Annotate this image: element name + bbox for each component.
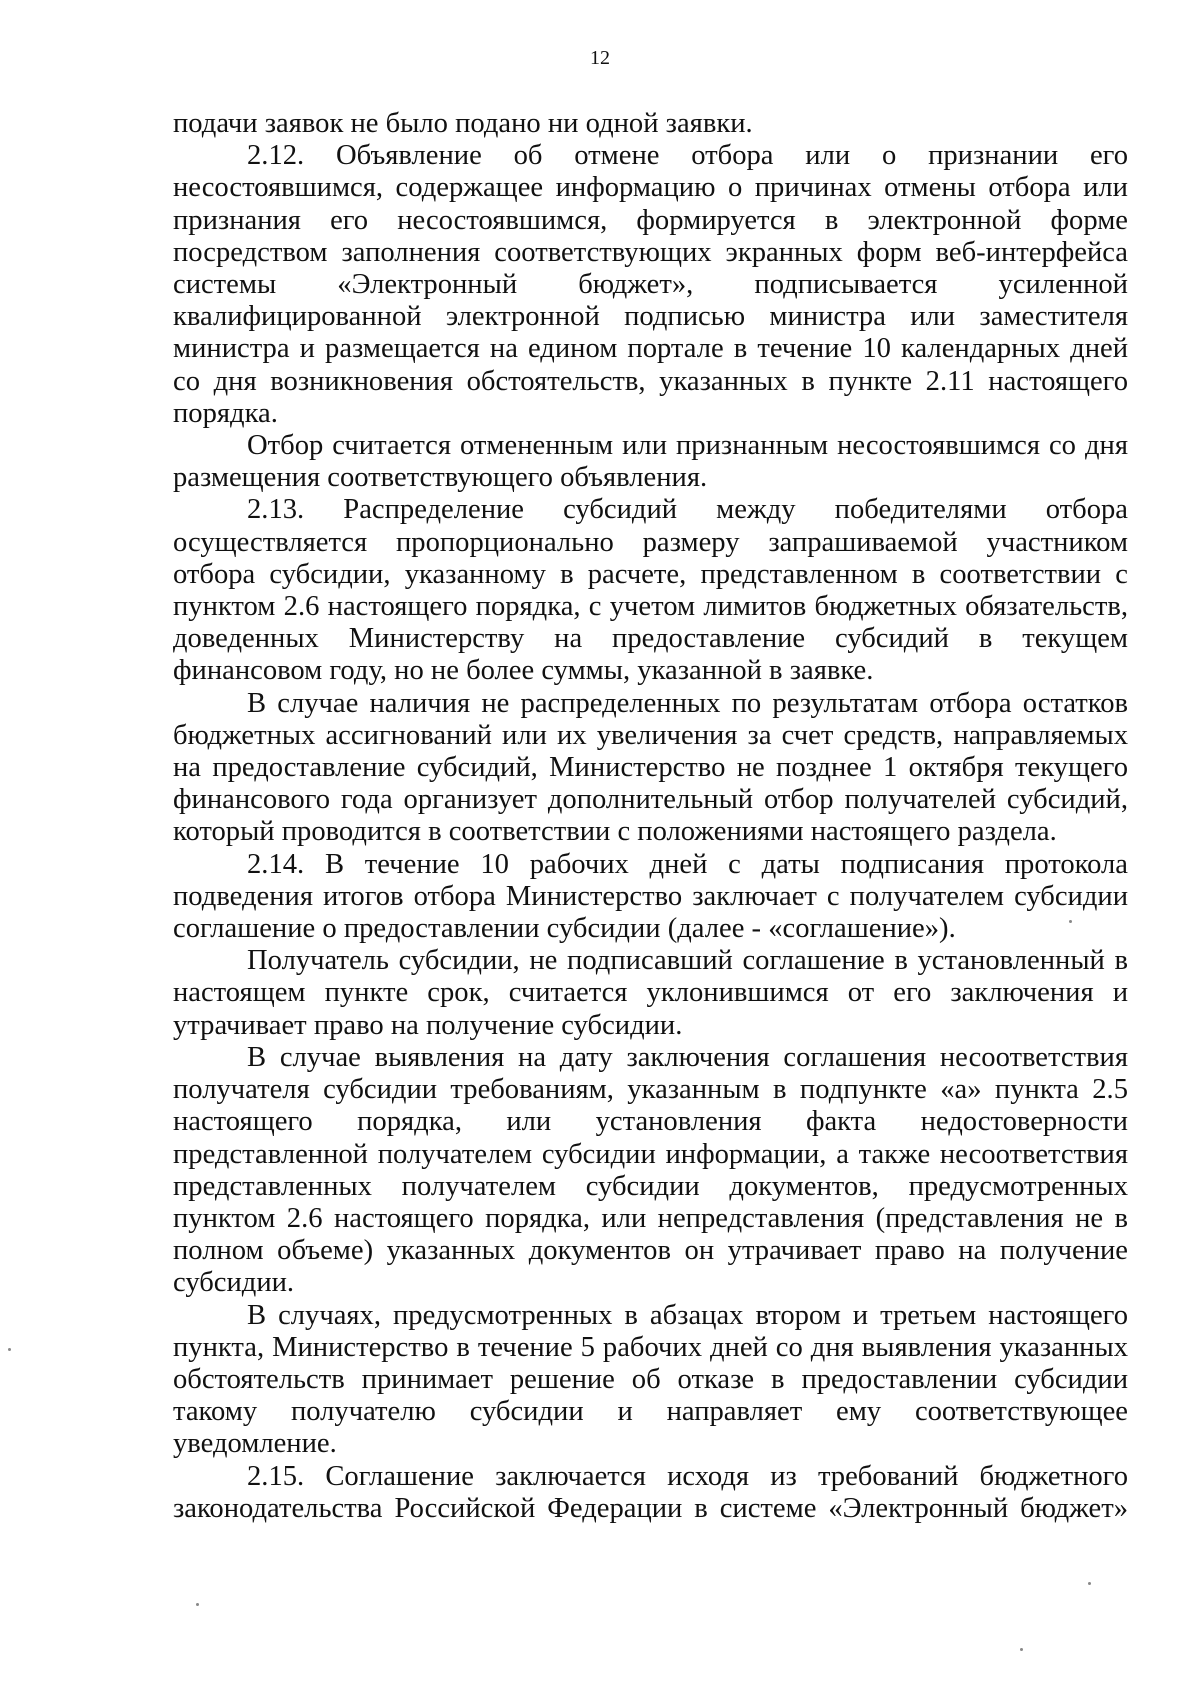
text-line: со дня возникновения обстоятельств, указанных в пункте 2.11 настоящего — [173, 365, 1128, 397]
text-line: соглашение о предоставлении субсидии (далее - «соглашение»). — [173, 913, 956, 945]
text-line: В случаях, предусмотренных в абзацах втором и третьем настоящего — [247, 1299, 1128, 1331]
text-line: финансового года организует дополнительный отбор получателей субсидий, — [173, 784, 1128, 816]
text-line: получателя субсидии требованиям, указанным в подпункте «а» пункта 2.5 — [173, 1074, 1128, 1106]
text-line: подведения итогов отбора Министерство заключает с получателем субсидии — [173, 880, 1128, 912]
paragraph-2-15 — [173, 1461, 1128, 1525]
text-line: квалифицированной электронной подписью министра или заместителя — [173, 301, 1128, 333]
text-line: настоящего порядка, или установления факта недостоверности — [173, 1106, 1128, 1138]
paragraph-refusal — [173, 1300, 1128, 1461]
text-line: утрачивает право на получение субсидии. — [173, 1009, 683, 1041]
text-line: законодательства Российской Федерации в системе «Электронный бюджет» — [173, 1492, 1128, 1524]
text-line: подачи заявок не было подано ни одной заявки. — [173, 108, 753, 139]
text-line: пункта, Министерство в течение 5 рабочих дней со дня выявления указанных — [173, 1331, 1128, 1363]
text-line: системы «Электронный бюджет», подписывается усиленной — [173, 269, 1128, 301]
text-line: представленных получателем субсидии документов, предусмотренных — [173, 1170, 1128, 1202]
text-line: министра и размещается на едином портале в течение 10 календарных дней — [173, 333, 1128, 365]
scan-speck — [1088, 1582, 1091, 1585]
scan-speck — [8, 1348, 11, 1351]
paragraph-2-12 — [173, 140, 1128, 430]
text-line: отбора субсидии, указанному в расчете, представленном в соответствии с — [173, 558, 1128, 590]
text-line: посредством заполнения соответствующих экранных форм веб-интерфейса — [173, 236, 1128, 268]
text-line: осуществляется пропорционально размеру запрашиваемой участником — [173, 526, 1128, 558]
text-line: 2.14. В течение 10 рабочих дней с даты подписания протокола — [247, 848, 1128, 880]
scan-speck — [1020, 1648, 1023, 1651]
text-line: финансовом году, но не более суммы, указанной в заявке. — [173, 655, 874, 687]
text-line: настоящем пункте срок, считается уклонившимся от его заключения и — [173, 977, 1128, 1009]
text-line: полном объеме) указанных документов он утрачивает право на получение — [173, 1235, 1128, 1267]
text-line: пунктом 2.6 настоящего порядка, или непредставления (представления не в — [173, 1202, 1128, 1234]
text-line: 2.13. Распределение субсидий между победителями отбора — [247, 494, 1128, 526]
text-line: 2.15. Соглашение заключается исходя из требований бюджетного — [247, 1460, 1128, 1492]
text-line: представленной получателем субсидии информации, а также несоответствия — [173, 1138, 1128, 1170]
paragraph-evasion — [173, 945, 1128, 1042]
document-body — [173, 108, 1128, 1525]
scan-speck — [196, 1603, 199, 1606]
text-line: В случае наличия не распределенных по результатам отбора остатков — [247, 687, 1128, 719]
paragraph-cancelled — [173, 430, 1128, 494]
text-line: несостоявшимся, содержащее информацию о причинах отмены отбора или — [173, 172, 1128, 204]
paragraph-nonconformity — [173, 1042, 1128, 1300]
text-line: Отбор считается отмененным или признанным несостоявшимся со дня — [247, 430, 1128, 462]
paragraph-additional-selection — [173, 688, 1128, 849]
text-line: порядка. — [173, 397, 278, 429]
text-line: Получатель субсидии, не подписавший соглашение в установленный в — [247, 945, 1128, 977]
text-line: такому получателю субсидии и направляет ему соответствующее — [173, 1396, 1128, 1428]
paragraph-continuation — [173, 108, 1128, 140]
text-line: пунктом 2.6 настоящего порядка, с учетом лимитов бюджетных обязательств, — [173, 591, 1128, 623]
paragraph-2-14 — [173, 849, 1128, 946]
paragraph-2-13 — [173, 494, 1128, 687]
scan-speck — [1069, 920, 1072, 923]
page-number: 12 — [590, 47, 610, 69]
text-line: бюджетных ассигнований или их увеличения за счет средств, направляемых — [173, 719, 1128, 751]
text-line: субсидии. — [173, 1267, 295, 1299]
text-line: уведомление. — [173, 1428, 337, 1460]
text-line: размещения соответствующего объявления. — [173, 462, 708, 494]
text-line: В случае выявления на дату заключения соглашения несоответствия — [247, 1041, 1128, 1073]
text-line: доведенных Министерству на предоставление субсидий в текущем — [173, 623, 1128, 655]
text-line: признания его несостоявшимся, формируется в электронной форме — [173, 204, 1128, 236]
text-line: на предоставление субсидий, Министерство не позднее 1 октября текущего — [173, 752, 1128, 784]
text-line: который проводится в соответствии с положениями настоящего раздела. — [173, 816, 1057, 848]
text-line: 2.12. Объявление об отмене отбора или о признании его — [247, 140, 1128, 172]
text-line: обстоятельств принимает решение об отказе в предоставлении субсидии — [173, 1363, 1128, 1395]
